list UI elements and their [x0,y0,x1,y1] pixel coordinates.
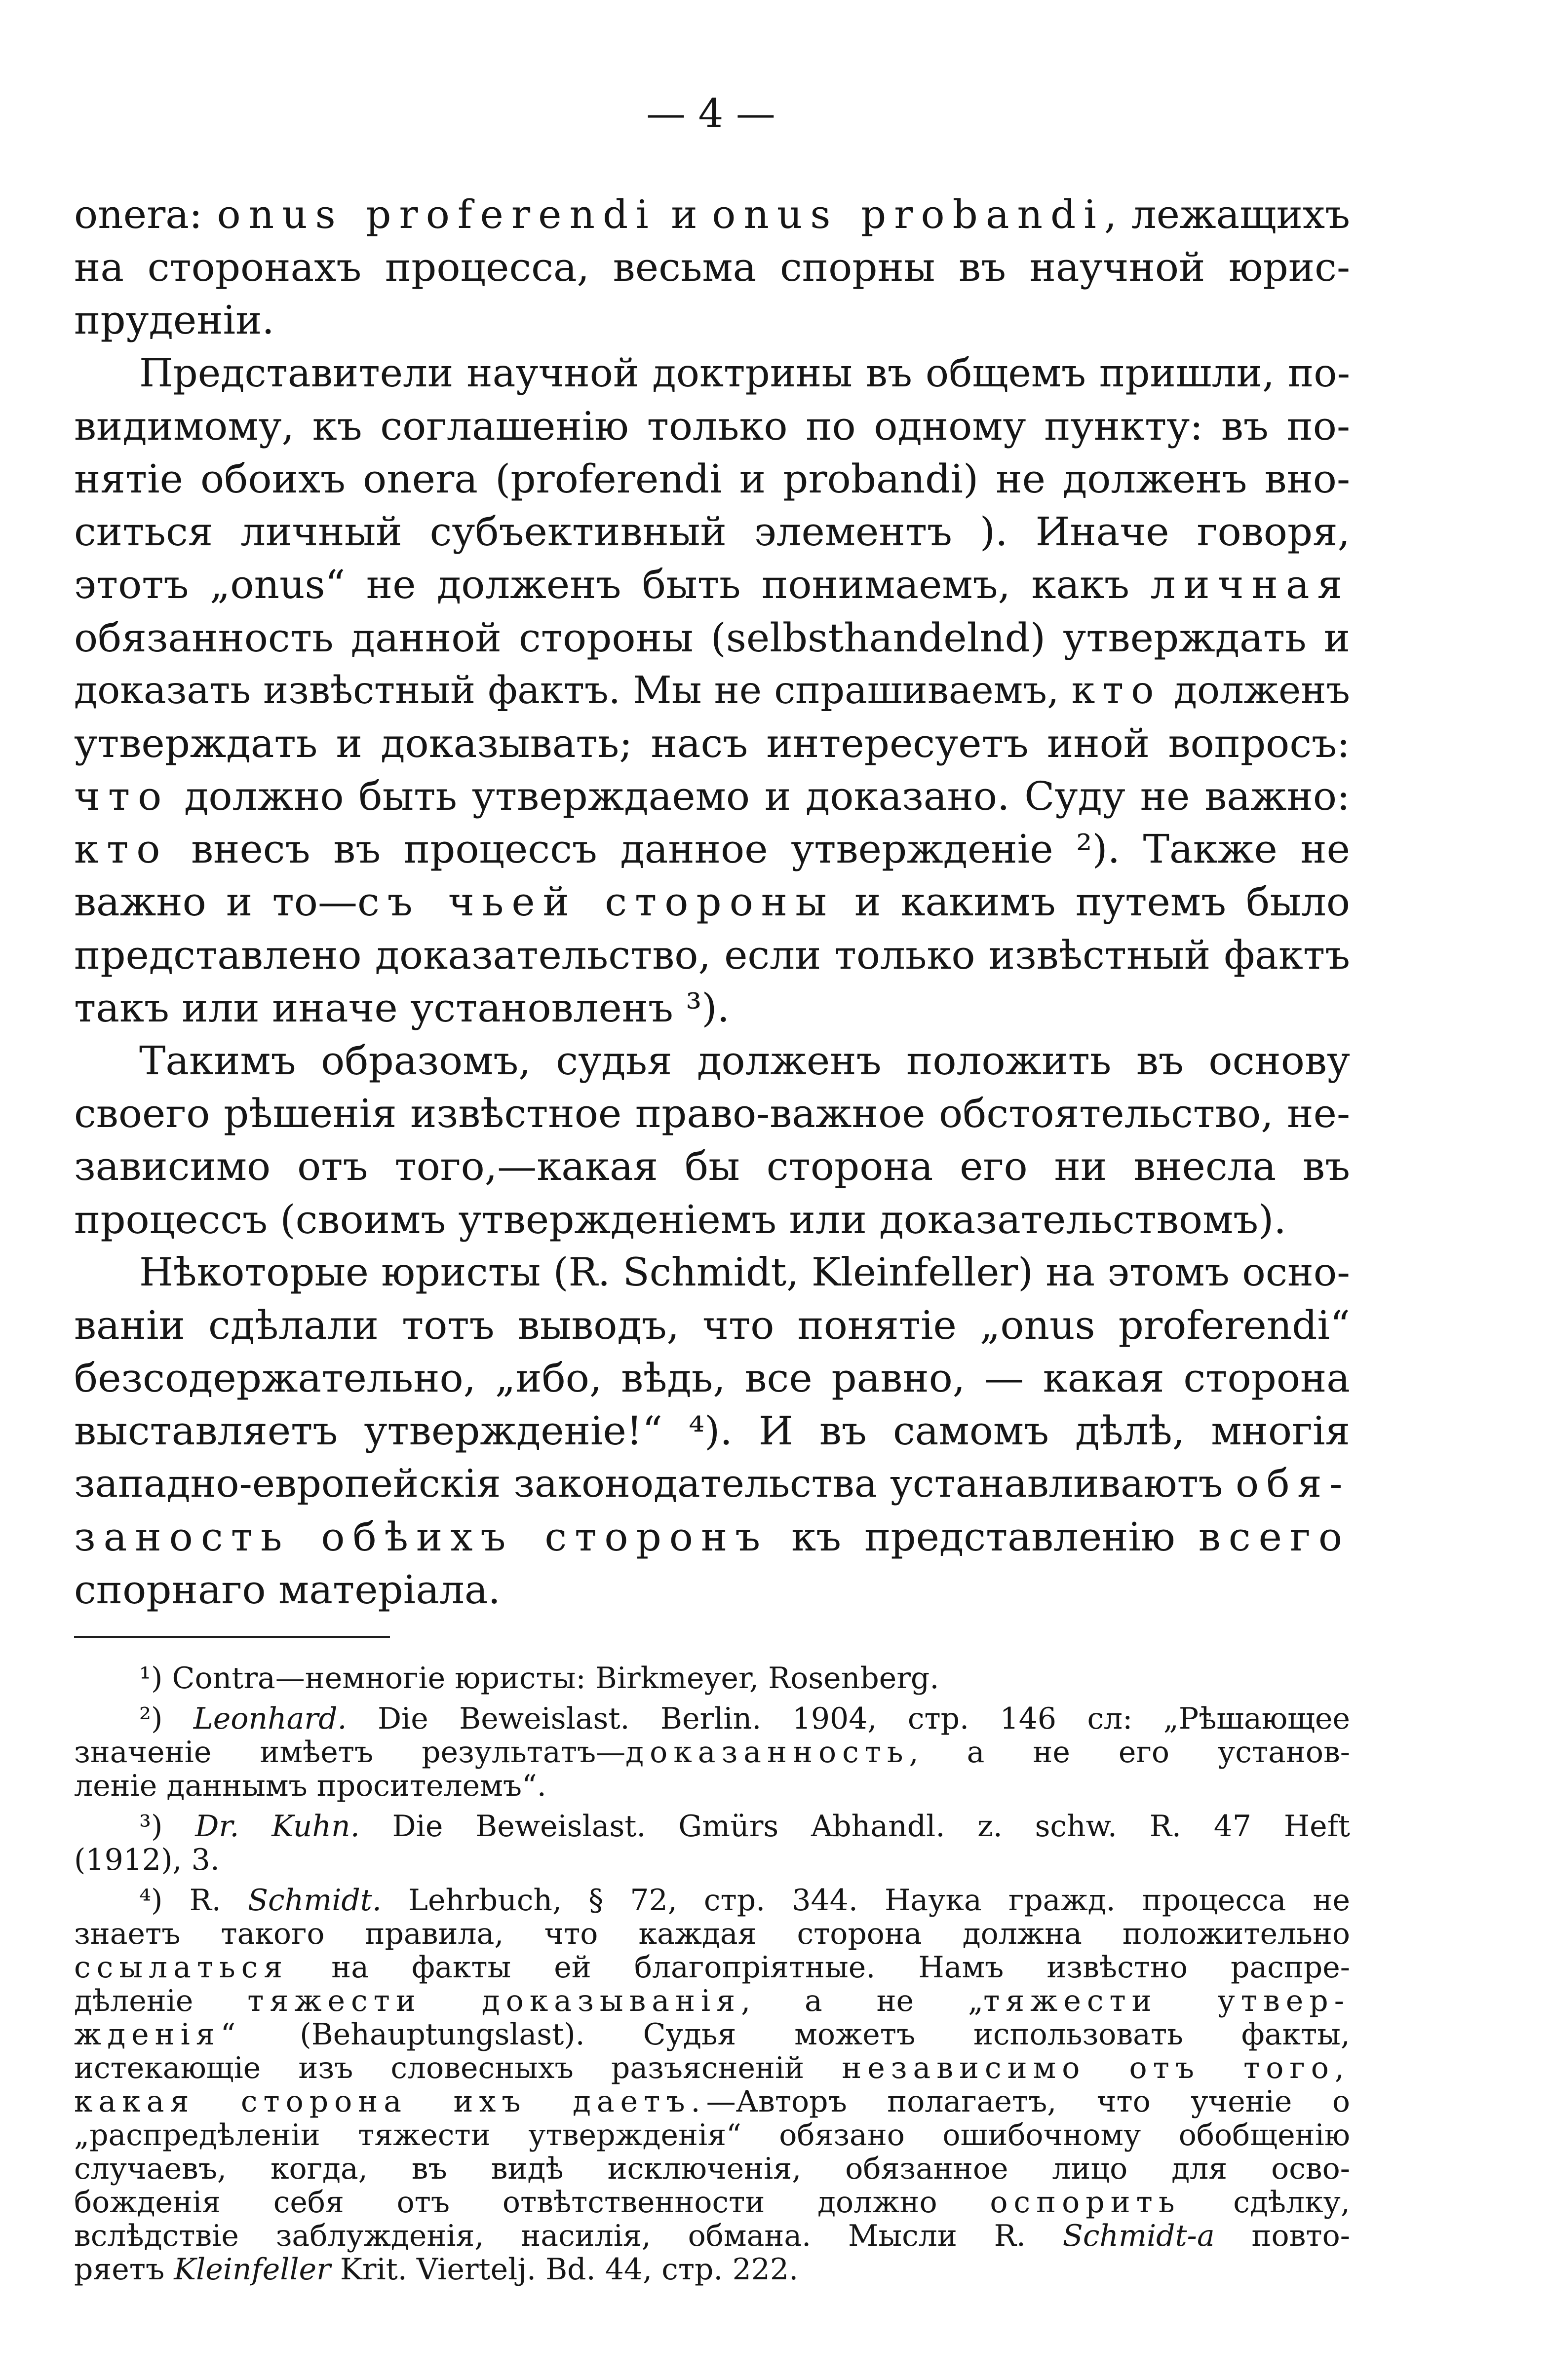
spaced-emphasis: onus probandi [712,191,1104,237]
spaced-emphasis: что [74,773,170,820]
spaced-emphasis: ссылаться [74,1951,289,1984]
footnote-line [74,1951,1350,1984]
text-segment: внесъ въ процессъ данное утвержденіе ²). Также не [168,826,1350,872]
text-segment: Die Beweislast. Gmürs Abhandl. z. schw. R. 47 Heft [359,1810,1350,1843]
text-line: ситься личный субъективный элементъ ). Иначе говоря, [74,509,1350,555]
text-segment: повто- [1214,2219,1350,2253]
spaced-emphasis: какая сторона ихъ даетъ. [74,2085,706,2118]
main-text [74,188,1350,1616]
footnote-line: знаетъ такого правила, что каждая сторона должна положительно [74,1917,1350,1951]
footnote-line [74,2186,1350,2219]
text-line: такъ или иначе установленъ ³). [74,984,730,1031]
italic-citation: Schmidt. [247,1884,382,1917]
footnote-line: леніе даннымъ просителемъ“. [74,1769,546,1803]
italic-citation: Kleinfeller [174,2253,331,2286]
footnotes [74,1662,1350,2286]
text-segment: ³) [139,1810,195,1843]
spaced-emphasis: заность обѣихъ сторонъ [74,1513,769,1560]
text-line [74,770,1350,823]
text-line: на сторонахъ процесса, весьма спорны въ научной юрис- [74,244,1350,291]
text-line: Представители научной доктрины въ общемъ пришли, по- [139,350,1350,396]
text-segment: истекающіе изъ словесныхъ разъясненій [74,2051,842,2085]
text-line: ваніи сдѣлали тотъ выводъ, что понятіе „onus proferendi“ [74,1302,1350,1348]
text-segment: дѣленіе [74,1984,248,2018]
footnote [74,1810,1350,1877]
text-segment: божденія себя отъ отвѣтственности должно [74,2186,990,2219]
text-segment: важно и то— [74,879,357,925]
text-segment: сдѣлку, [1180,2186,1350,2219]
footnote-line [74,1884,1350,1917]
footnote-line [74,2219,1350,2253]
text-segment: къ представленію [768,1513,1199,1560]
text-segment: Krit. Viertelj. Bd. 44, стр. 222. [330,2253,799,2286]
spaced-emphasis: оспорить [990,2186,1181,2219]
footnote-line: (1912), 3. [74,1843,220,1877]
text-segment: вслѣдствіе заблужденія, насилія, обмана. Мысли R. [74,2219,1063,2253]
text-line: видимому, къ соглашенію только по одному пункту: въ по- [74,403,1350,449]
text-line: Такимъ образомъ, судья долженъ положить въ основу [139,1038,1350,1084]
spaced-emphasis: съ чьей стороны [357,879,835,925]
text-line: своего рѣшенія извѣстное право-важное обстоятельство, не- [74,1091,1350,1137]
text-segment: этотъ „onus“ не долженъ быть понимаемъ, какъ [74,562,1151,608]
footnote-line: „распредѣленіи тяжести утвержденія“ обязано ошибочному обобщенію [74,2118,1350,2152]
text-line [74,1511,1350,1563]
text-segment: —Авторъ полагаетъ, что ученіе о [706,2085,1350,2118]
footnote-line [74,2018,1350,2051]
text-line: Нѣкоторые юристы (R. Schmidt, Kleinfeller) на этомъ осно- [139,1249,1350,1295]
text-segment: долженъ [1161,668,1350,713]
paragraph [74,1246,1350,1616]
text-line: нятіе обоихъ onera (proferendi и probandi) не долженъ вно- [74,455,1350,502]
text-segment: , а не его установ- [909,1736,1350,1769]
spaced-emphasis: onus proferendi [217,191,657,237]
footnote [74,1662,1350,1695]
footnote-divider [74,1636,390,1638]
footnote-line: случаевъ, когда, въ видѣ исключенія, обязанное лицо для осво- [74,2152,1350,2186]
text-segment: (Behauptungslast). Судья можетъ использовать факты, [241,2018,1350,2051]
text-segment: , а не „ [741,1984,984,2018]
text-segment: на факты ей благопріятные. Намъ извѣстно распре- [288,1951,1350,1984]
text-segment: и какимъ путемъ было [834,879,1350,925]
spaced-emphasis: жденія“ [74,2018,242,2051]
footnote [74,1702,1350,1803]
footnote-line [74,2085,1350,2118]
text-line [74,875,1350,928]
footnote-line [74,2051,1350,2085]
footnote-line [74,1736,1350,1769]
paragraph [74,1034,1350,1246]
text-line [74,1458,1350,1511]
spaced-emphasis: доказанность [625,1736,909,1769]
text-segment: Die Beweislast. Berlin. 1904, стр. 146 сл: „Рѣшающее [347,1702,1350,1736]
spaced-emphasis: обя- [1236,1461,1350,1506]
text-line [74,188,1350,241]
text-line: процессъ (своимъ утвержденіемъ или доказательствомъ). [74,1196,1286,1243]
text-line: безсодержательно, „ибо, вѣдь, все равно, — какая сторона [74,1355,1350,1401]
text-segment: Lehrbuch, § 72, стр. 344. Наука гражд. процесса не [381,1884,1350,1917]
text-line: зависимо отъ того,—какая бы сторона его ни внесла въ [74,1143,1350,1190]
text-line: обязанность данной стороны (selbsthandelnd) утверждать и [74,614,1350,661]
text-line: утверждать и доказывать; насъ интересуетъ иной вопросъ: [74,720,1350,766]
spaced-emphasis: кто [74,826,168,872]
spaced-emphasis: тяжести доказыванія [247,1984,741,2018]
text-segment: западно-европейскія законодательства устанавливаютъ [74,1461,1236,1506]
text-segment: , лежащихъ [1104,191,1350,237]
footnote-line [74,1984,1350,2018]
footnote-line: ¹) Contra—немногіе юристы: Birkmeyer, Rosenberg. [139,1662,939,1695]
italic-citation: Schmidt-a [1062,2219,1215,2253]
paragraph [74,347,1350,1034]
text-line [74,664,1350,717]
page-number: — 4 — [646,90,775,136]
spaced-emphasis: кто [1071,668,1162,713]
italic-citation: Dr. Kuhn. [195,1810,360,1843]
text-segment: и [656,191,712,237]
text-line [74,823,1350,875]
spaced-emphasis: тяжести утвер- [983,1984,1350,2018]
footnote-line [74,1702,1350,1736]
paragraph [74,188,1350,347]
text-segment: ⁴) R. [139,1884,248,1917]
footnote [74,1884,1350,2286]
text-segment: значеніе имѣетъ результатъ— [74,1736,626,1769]
spaced-emphasis: личная [1150,562,1350,608]
text-line [74,558,1350,611]
text-segment: должно быть утверждаемо и доказано. Суду не важно: [169,773,1350,820]
spaced-emphasis: независимо отъ того, [842,2051,1350,2085]
text-segment: ряетъ [74,2253,174,2286]
spaced-emphasis: всего [1198,1513,1350,1560]
footnote-line [74,1810,1350,1843]
text-segment: onera: [74,191,217,237]
text-segment: ²) [139,1702,194,1736]
text-line: выставляетъ утвержденіе!“ ⁴). И въ самомъ дѣлѣ, многія [74,1408,1350,1454]
footnote-line [74,2253,1350,2286]
text-line: представлено доказательство, если только извѣстный фактъ [74,932,1350,978]
italic-citation: Leonhard. [193,1702,347,1736]
text-line: пруденіи. [74,297,274,343]
text-line: спорнаго матеріала. [74,1566,501,1613]
text-segment: доказать извѣстный фактъ. Мы не спрашиваемъ, [74,668,1072,713]
